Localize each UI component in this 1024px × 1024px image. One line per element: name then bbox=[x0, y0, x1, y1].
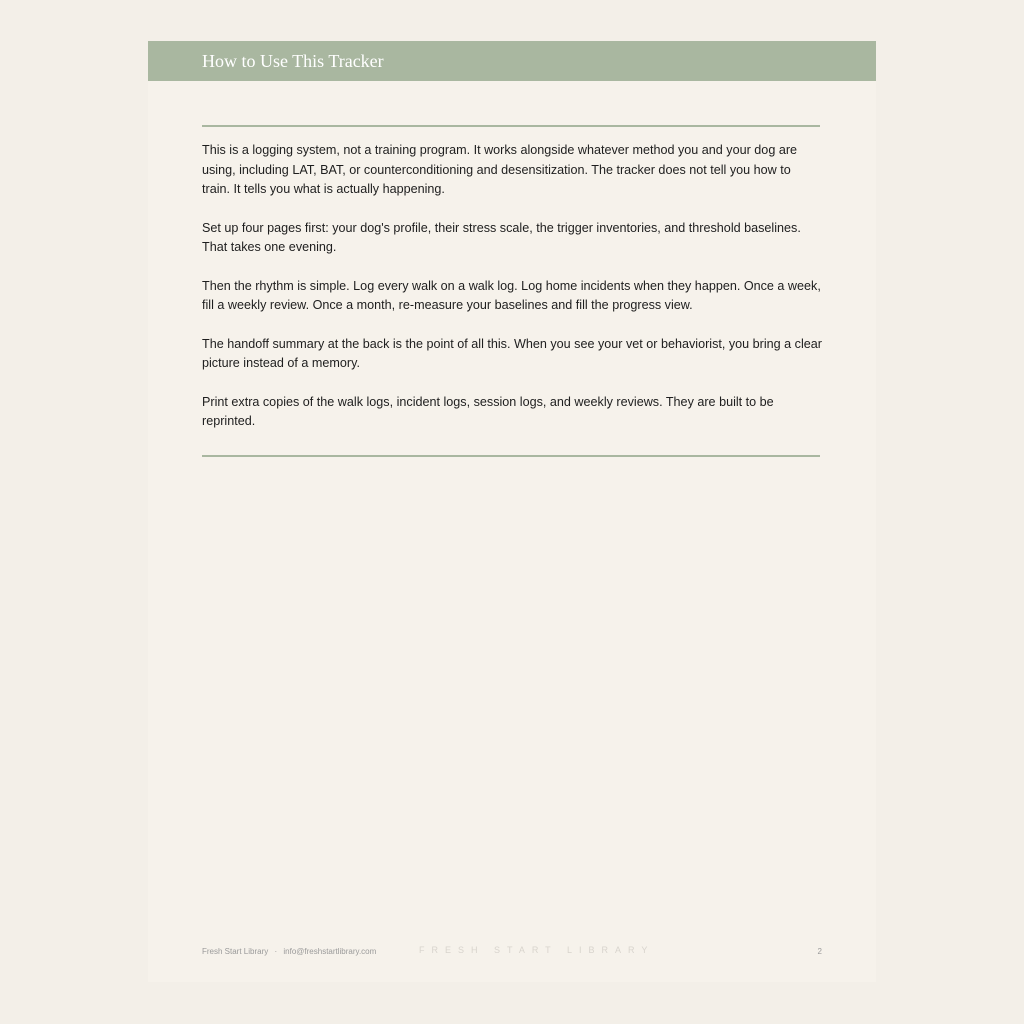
bottom-divider bbox=[202, 455, 820, 457]
footer-watermark: FRESH START LIBRARY bbox=[419, 945, 655, 955]
paragraph-rhythm: Then the rhythm is simple. Log every walk on a walk log. Log home incidents when they happen. Once a week, fill a weekly review. Once a month, re-measure your baselines and fill the progress view. bbox=[202, 278, 821, 312]
page-title: How to Use This Tracker bbox=[202, 51, 384, 71]
footer-contact bbox=[202, 947, 376, 956]
paragraph-setup: Set up four pages first: your dog's profile, their stress scale, the trigger inventories, and threshold baselines. That takes one evening. bbox=[202, 220, 801, 254]
page-number: 2 bbox=[817, 947, 822, 956]
document-page bbox=[148, 41, 876, 982]
paragraph-handoff: The handoff summary at the back is the point of all this. When you see your vet or behaviorist, you bring a clear picture instead of a memory. bbox=[202, 336, 822, 370]
footer-brand: Fresh Start Library bbox=[202, 947, 269, 956]
body-text bbox=[202, 141, 822, 451]
top-divider bbox=[202, 125, 820, 127]
footer-email: info@freshstartlibrary.com bbox=[283, 947, 377, 956]
paragraph-print: Print extra copies of the walk logs, incident logs, session logs, and weekly reviews. They are built to be reprinted. bbox=[202, 394, 774, 428]
paragraph-intro: This is a logging system, not a training program. It works alongside whatever method you and your dog are using, including LAT, BAT, or counterconditioning and desensitization. The tracker does not tell you how to train. It tells you what is actually happening. bbox=[202, 143, 798, 196]
header-band bbox=[148, 41, 876, 81]
footer-separator: · bbox=[274, 947, 278, 956]
